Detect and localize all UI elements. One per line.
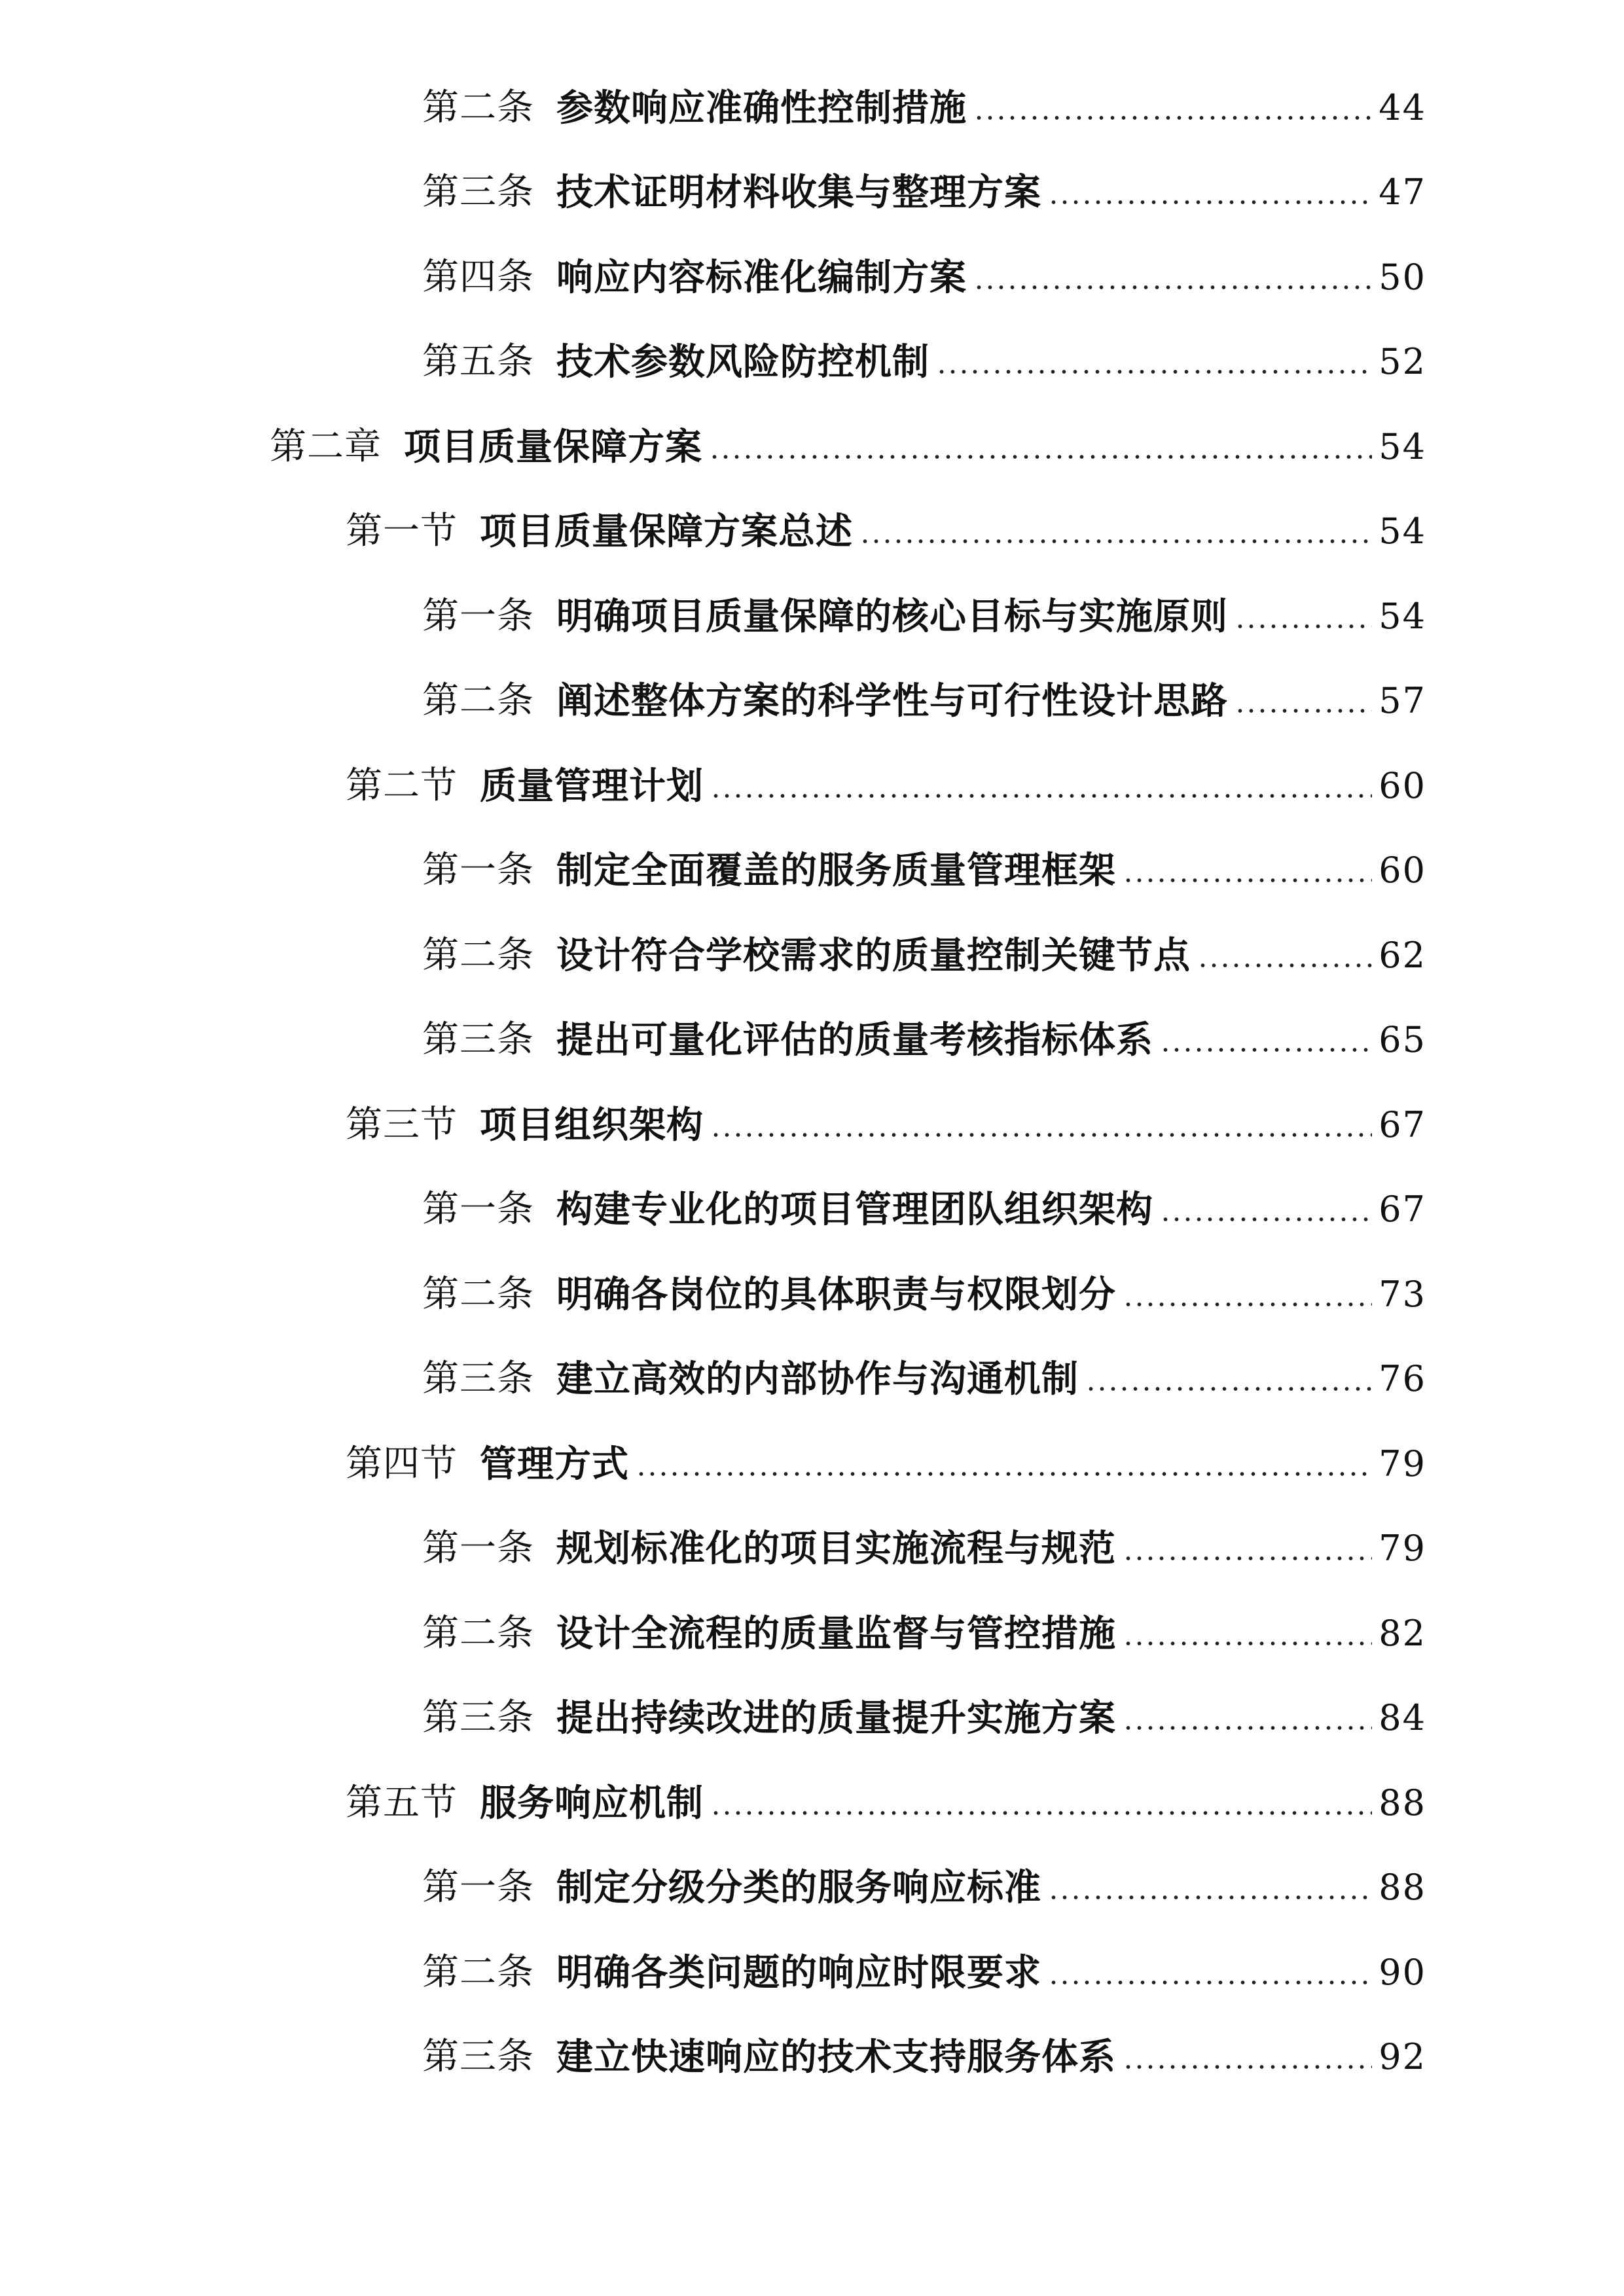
- toc-page-number: 65: [1379, 1019, 1426, 1061]
- toc-dot-leader: [710, 1107, 1372, 1143]
- toc-entry[interactable]: [0, 659, 1624, 744]
- toc-page-number: 67: [1379, 1189, 1426, 1230]
- toc-entry[interactable]: [0, 320, 1624, 405]
- toc-entry-label: 第二条: [422, 933, 534, 977]
- toc-entry-title: 制定全面覆盖的服务质量管理框架: [556, 849, 1116, 893]
- toc-entry-label: 第二章: [270, 425, 382, 468]
- toc-entry-label: 第四条: [422, 255, 534, 298]
- toc-dot-leader: [709, 429, 1372, 465]
- toc-page-number: 50: [1379, 256, 1426, 298]
- toc-dot-leader: [973, 259, 1372, 296]
- toc-entry-label: 第二条: [422, 1950, 534, 1994]
- toc-dot-leader: [1235, 683, 1372, 719]
- toc-dot-leader: [1123, 1615, 1372, 1652]
- toc-entry-label: 第一条: [422, 1866, 534, 1909]
- toc-entry[interactable]: [0, 1761, 1624, 1846]
- toc-page-number: 47: [1379, 171, 1426, 213]
- table-of-contents: [0, 65, 1624, 2100]
- toc-page-number: 73: [1379, 1273, 1426, 1315]
- toc-entry-label: 第二条: [422, 1272, 534, 1316]
- toc-entry-title: 规划标准化的项目实施流程与规范: [556, 1527, 1116, 1571]
- toc-entry[interactable]: [0, 2015, 1624, 2100]
- toc-entry-label: 第四节: [346, 1442, 458, 1485]
- toc-page-number: 54: [1379, 511, 1426, 552]
- toc-dot-leader: [1048, 1869, 1372, 1906]
- toc-entry-label: 第二条: [422, 679, 534, 723]
- toc-dot-leader: [1048, 174, 1372, 211]
- toc-entry-label: 第三条: [422, 171, 534, 214]
- toc-entry-title: 项目质量保障方案总述: [480, 510, 853, 554]
- toc-entry-label: 第五条: [422, 340, 534, 384]
- toc-page-number: 67: [1379, 1103, 1426, 1145]
- toc-page-number: 82: [1379, 1612, 1426, 1654]
- toc-entry-title: 技术证明材料收集与整理方案: [556, 171, 1041, 215]
- toc-entry-title: 项目组织架构: [480, 1103, 704, 1147]
- toc-entry-title: 提出可量化评估的质量考核指标体系: [556, 1018, 1153, 1062]
- toc-entry-title: 服务响应机制: [480, 1781, 704, 1825]
- toc-page-number: 52: [1379, 341, 1426, 383]
- toc-page-number: 90: [1379, 1951, 1426, 1993]
- toc-entry[interactable]: [0, 998, 1624, 1083]
- toc-dot-leader: [1197, 937, 1372, 974]
- toc-dot-leader: [710, 1785, 1372, 1821]
- toc-page-number: 79: [1379, 1443, 1426, 1484]
- toc-dot-leader: [1123, 852, 1372, 889]
- toc-entry[interactable]: [0, 1337, 1624, 1422]
- toc-entry[interactable]: [0, 1168, 1624, 1253]
- toc-entry-label: 第一节: [346, 510, 458, 553]
- toc-entry-label: 第一条: [422, 1188, 534, 1231]
- toc-entry-title: 明确各类问题的响应时限要求: [556, 1950, 1041, 1994]
- toc-entry[interactable]: [0, 913, 1624, 998]
- toc-entry[interactable]: [0, 1591, 1624, 1676]
- toc-page-number: 92: [1379, 2036, 1426, 2078]
- toc-entry[interactable]: [0, 151, 1624, 236]
- toc-dot-leader: [1085, 1361, 1372, 1397]
- toc-page-number: 84: [1379, 1697, 1426, 1739]
- toc-dot-leader: [936, 344, 1372, 380]
- toc-entry-title: 管理方式: [480, 1442, 629, 1486]
- toc-dot-leader: [710, 768, 1372, 804]
- toc-entry[interactable]: [0, 574, 1624, 659]
- toc-page-number: 79: [1379, 1528, 1426, 1570]
- toc-dot-leader: [1235, 598, 1372, 635]
- toc-dot-leader: [1123, 1700, 1372, 1736]
- toc-dot-leader: [1123, 1530, 1372, 1567]
- toc-entry[interactable]: [0, 1846, 1624, 1931]
- toc-dot-leader: [1123, 2039, 1372, 2075]
- toc-entry-title: 项目质量保障方案: [404, 425, 702, 469]
- toc-entry-label: 第三条: [422, 1357, 534, 1401]
- toc-entry-label: 第五节: [346, 1781, 458, 1824]
- toc-entry[interactable]: [0, 404, 1624, 490]
- toc-entry-title: 质量管理计划: [480, 764, 704, 808]
- toc-page-number: 54: [1379, 595, 1426, 637]
- toc-entry-label: 第二条: [422, 1611, 534, 1655]
- toc-entry[interactable]: [0, 65, 1624, 151]
- toc-page-number: 88: [1379, 1782, 1426, 1823]
- toc-entry-title: 明确各岗位的具体职责与权限划分: [556, 1272, 1116, 1316]
- toc-entry-title: 响应内容标准化编制方案: [556, 255, 967, 299]
- toc-entry[interactable]: [0, 1083, 1624, 1168]
- toc-dot-leader: [636, 1446, 1372, 1482]
- toc-entry[interactable]: [0, 1507, 1624, 1592]
- toc-entry[interactable]: [0, 1930, 1624, 2015]
- toc-entry-title: 建立快速响应的技术支持服务体系: [556, 2036, 1116, 2079]
- toc-dot-leader: [859, 513, 1372, 550]
- toc-dot-leader: [1123, 1276, 1372, 1313]
- toc-entry-title: 参数响应准确性控制措施: [556, 86, 967, 130]
- toc-entry-label: 第一条: [422, 849, 534, 892]
- toc-entry-label: 第三条: [422, 1696, 534, 1740]
- toc-entry[interactable]: [0, 829, 1624, 914]
- toc-entry-title: 提出持续改进的质量提升实施方案: [556, 1696, 1116, 1740]
- toc-page-number: 76: [1379, 1358, 1426, 1400]
- toc-page-number: 62: [1379, 934, 1426, 976]
- toc-entry-title: 构建专业化的项目管理团队组织架构: [556, 1188, 1153, 1232]
- toc-entry-label: 第三条: [422, 1018, 534, 1062]
- toc-dot-leader: [1048, 1954, 1372, 1991]
- toc-page-number: 54: [1379, 425, 1426, 467]
- toc-entry-title: 制定分级分类的服务响应标准: [556, 1866, 1041, 1910]
- toc-entry-label: 第一条: [422, 1527, 534, 1570]
- toc-entry-label: 第一条: [422, 594, 534, 637]
- toc-entry[interactable]: [0, 1422, 1624, 1507]
- toc-dot-leader: [973, 90, 1372, 126]
- toc-entry-title: 技术参数风险防控机制: [556, 340, 929, 384]
- toc-page-number: 60: [1379, 764, 1426, 806]
- toc-page-number: 88: [1379, 1867, 1426, 1909]
- toc-entry-title: 阐述整体方案的科学性与可行性设计思路: [556, 679, 1228, 723]
- toc-dot-leader: [1160, 1022, 1372, 1058]
- toc-entry-label: 第三条: [422, 2036, 534, 2079]
- toc-entry[interactable]: [0, 490, 1624, 575]
- toc-entry-label: 第二节: [346, 764, 458, 807]
- toc-entry[interactable]: [0, 744, 1624, 829]
- toc-entry-label: 第二条: [422, 86, 534, 129]
- toc-page-number: 57: [1379, 680, 1426, 722]
- toc-entry[interactable]: [0, 1676, 1624, 1761]
- toc-entry-title: 建立高效的内部协作与沟通机制: [556, 1357, 1079, 1401]
- toc-entry-label: 第三节: [346, 1103, 458, 1146]
- toc-entry-title: 明确项目质量保障的核心目标与实施原则: [556, 594, 1228, 638]
- toc-entry[interactable]: [0, 235, 1624, 320]
- toc-dot-leader: [1160, 1191, 1372, 1228]
- toc-entry-title: 设计全流程的质量监督与管控措施: [556, 1611, 1116, 1655]
- toc-entry-title: 设计符合学校需求的质量控制关键节点: [556, 933, 1191, 977]
- toc-page-number: 60: [1379, 850, 1426, 891]
- toc-entry[interactable]: [0, 1252, 1624, 1337]
- toc-page-number: 44: [1379, 86, 1426, 128]
